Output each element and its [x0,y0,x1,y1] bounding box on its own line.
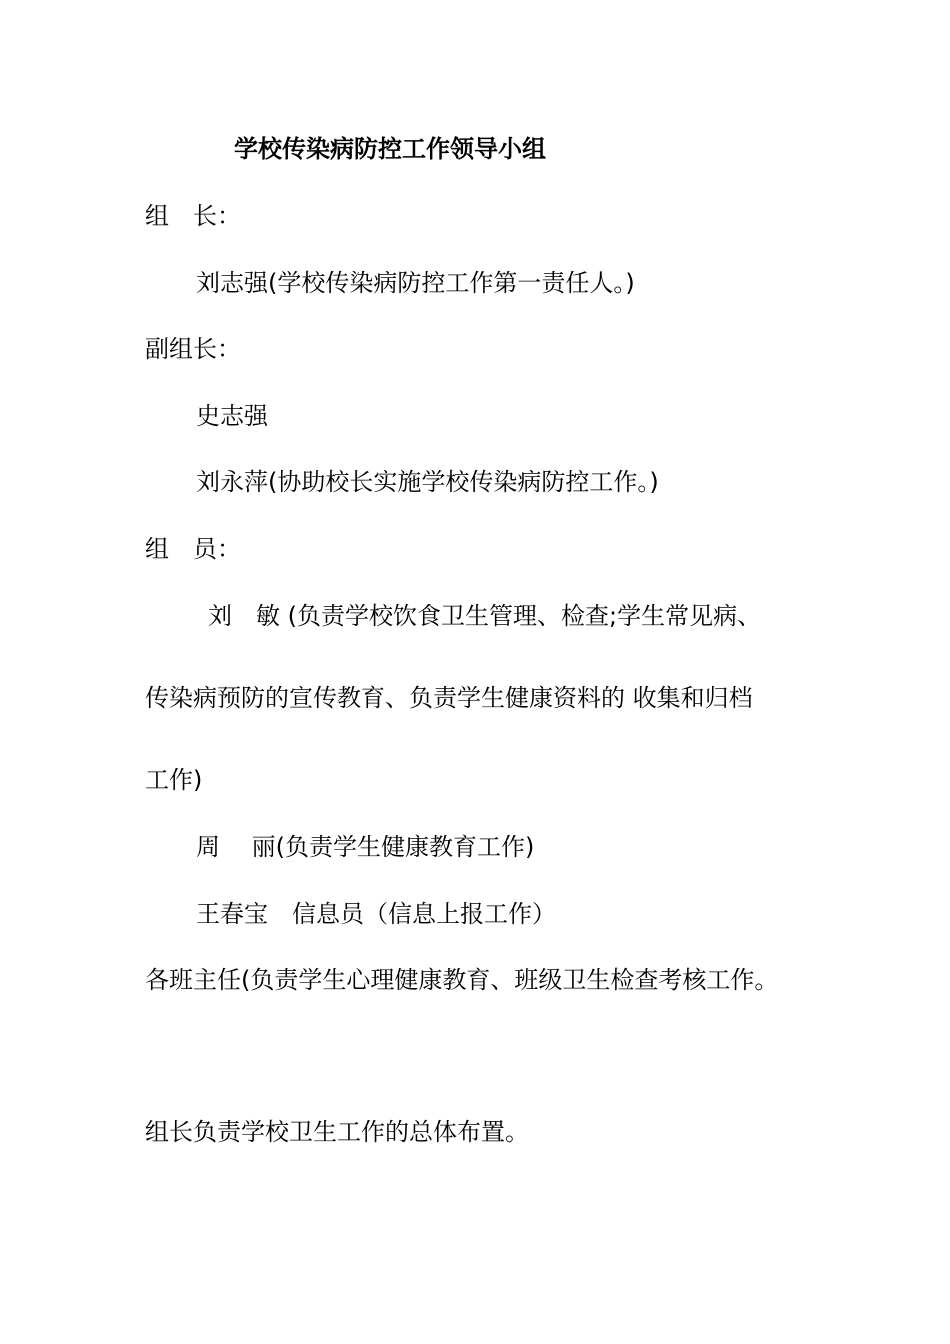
member-liu-min-line-1: 刘 敏 (负责学校饮食卫生管理、检查;学生常见病、 [208,602,762,630]
member-wang-chunbao: 王春宝 信息员（信息上报工作） [196,900,556,928]
leader-name-line: 刘志强(学校传染病防控工作第一责任人。) [196,269,635,297]
member-zhou-li: 周 丽(负责学生健康教育工作) [196,833,535,861]
class-teachers-line: 各班主任(负责学生心理健康教育、班级卫生检查考核工作。 [145,966,779,994]
deputy-member-1: 史志强 [196,402,268,430]
member-liu-min-line-3: 工作) [145,766,203,794]
members-label: 组 员： [145,535,241,563]
document-title: 学校传染病防控工作领导小组 [234,135,546,163]
closing-statement: 组长负责学校卫生工作的总体布置。 [145,1118,529,1146]
deputy-member-2: 刘永萍(协助校长实施学校传染病防控工作。) [196,468,659,496]
deputy-label: 副组长： [145,335,241,363]
leader-label: 组 长： [145,202,241,230]
member-liu-min-line-2: 传染病预防的宣传教育、负责学生健康资料的 收集和归档 [145,684,753,712]
